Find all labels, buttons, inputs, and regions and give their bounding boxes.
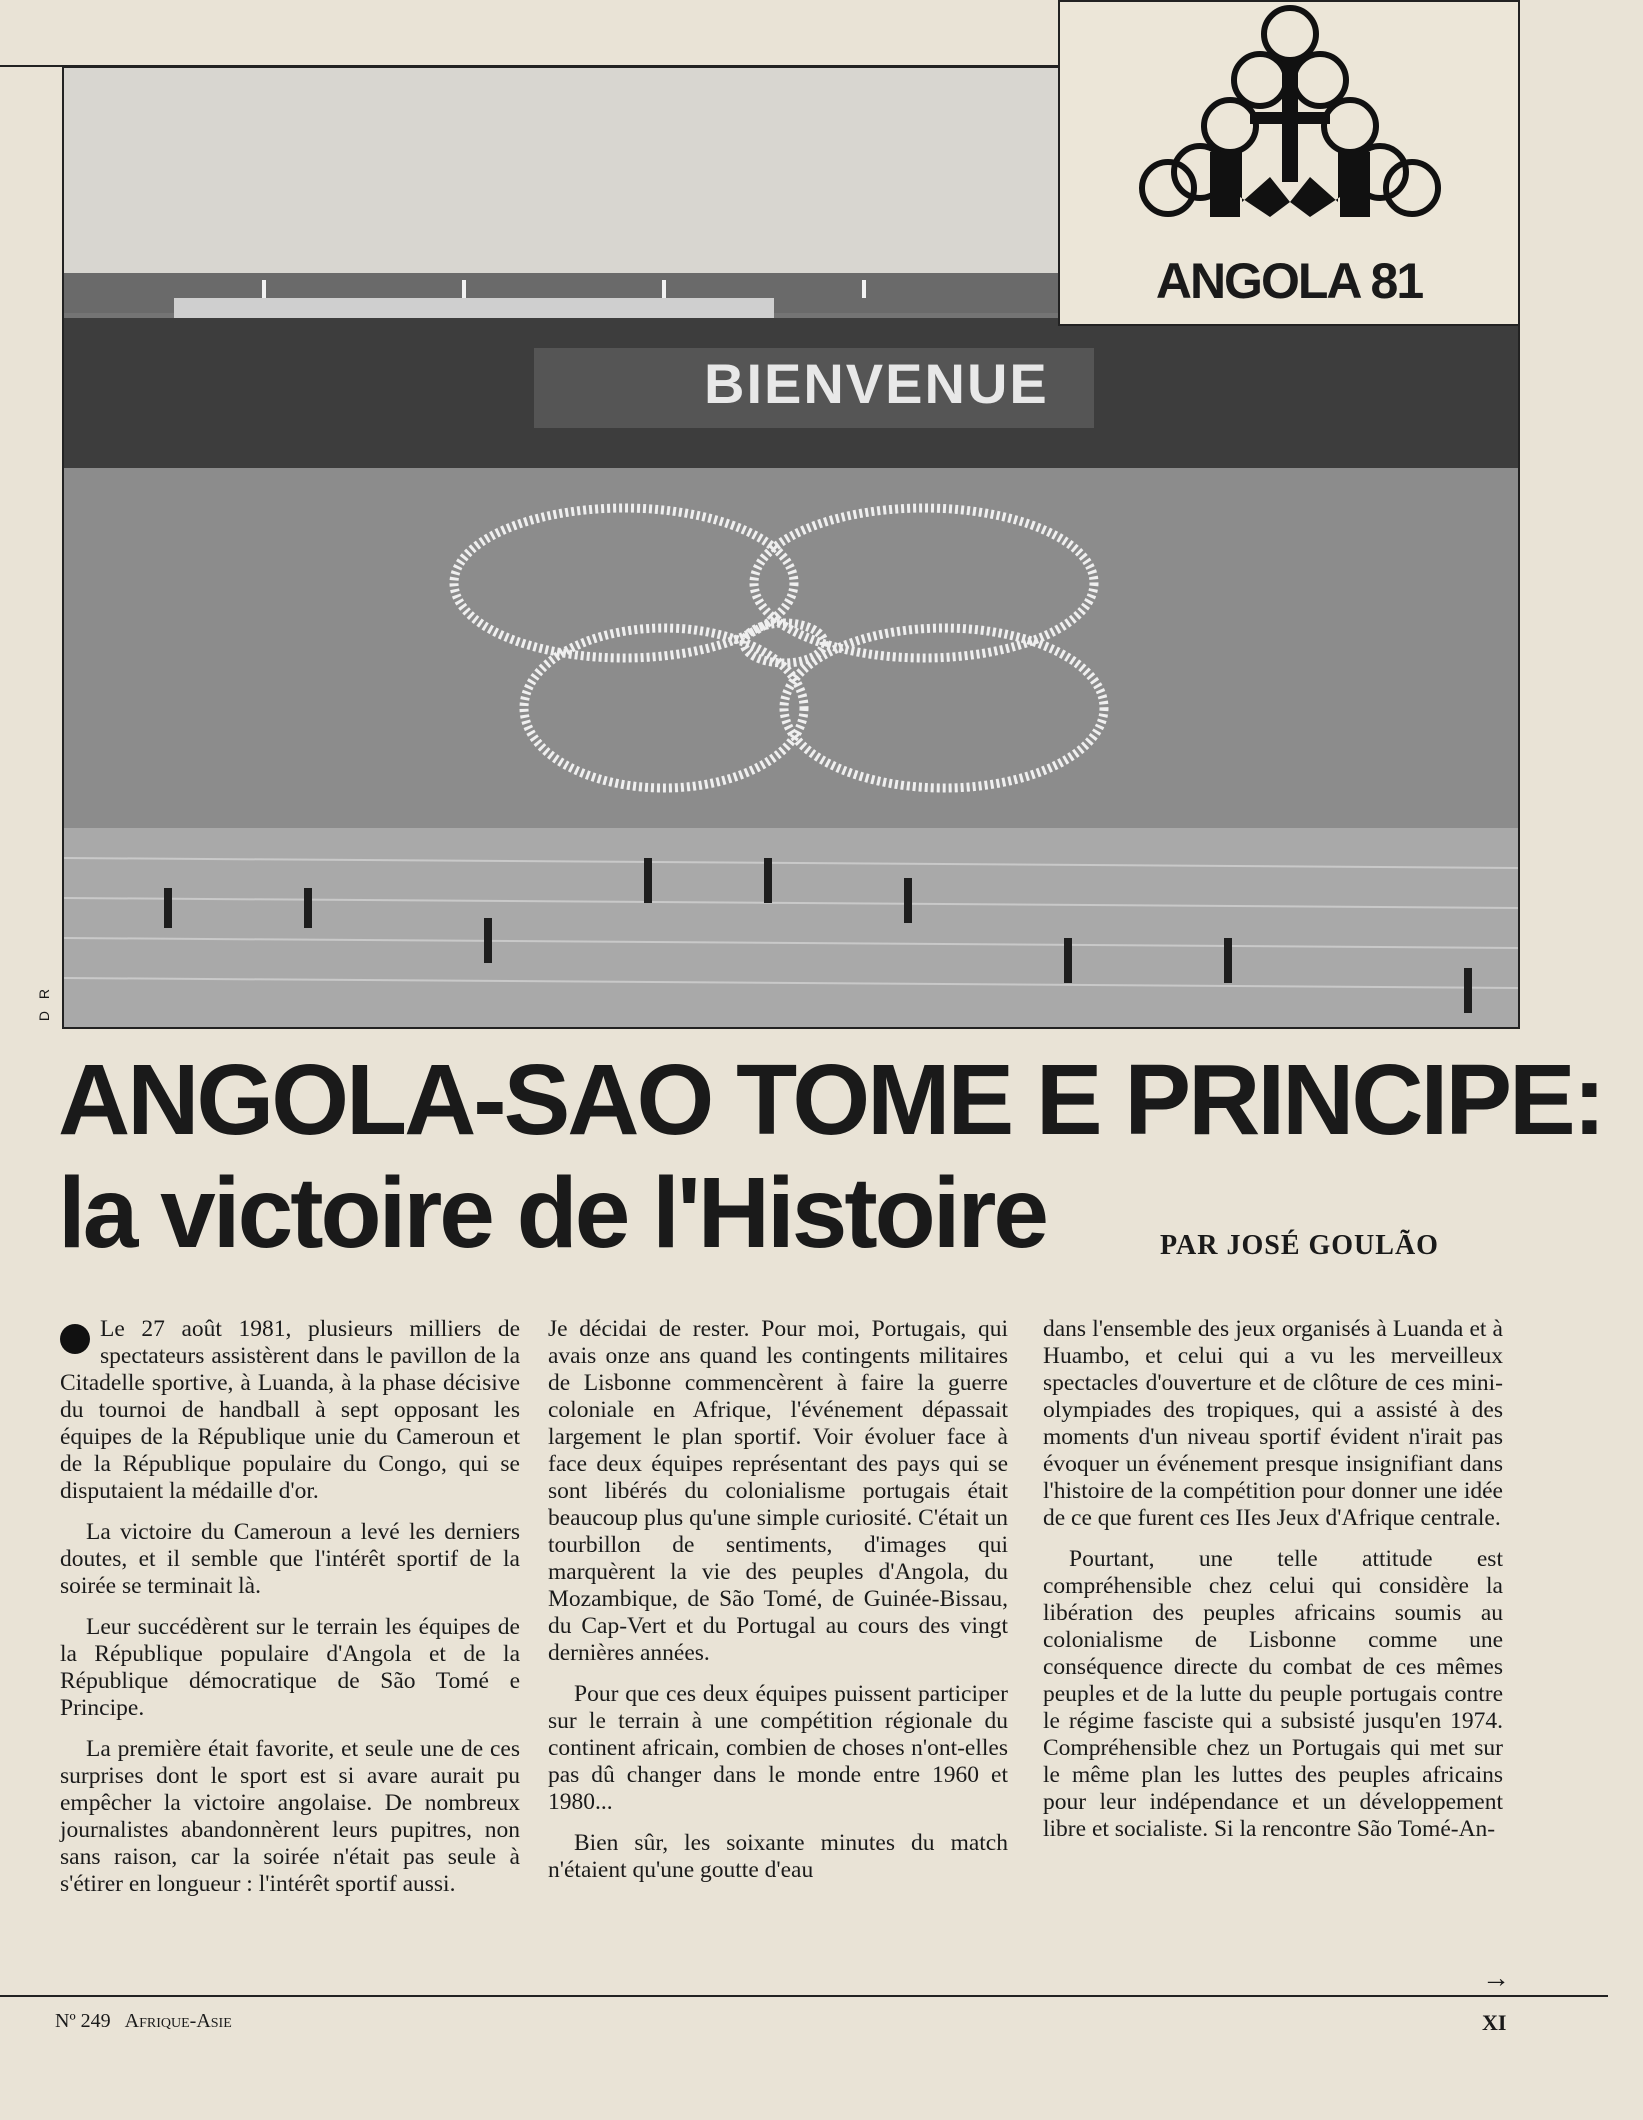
- byline: PAR JOSÉ GOULÃO: [1160, 1230, 1439, 1261]
- paragraph: Je décidai de rester. Pour moi, Portugais, qui avais onze ans quand les contingents militaires de Lisbonne commencèrent à faire la guerre coloniale en Afrique, l'événement dépassait largement le plan sportif. Voir évoluer face à face deux équipes représentant des pays qui se sont libérés du colonialisme portugais était beaucoup plus qu'une simple curiosité. C'était un tourbillon de sentiments, d'images qui marquèrent la vie des peuples d'Angola, du Mozambique, de São Tomé, de Guinée-Bissau, du Cap-Vert et du Portugal au cours des vingt dernières années.: [548, 1316, 1008, 1666]
- photo-credit: D R: [36, 985, 52, 1022]
- magazine-name: Afrique-Asie: [124, 2010, 232, 2032]
- paragraph: Leur succédèrent sur le terrain les équipes de la République populaire d'Angola et de la République démocratique de São Tomé e Principe.: [60, 1614, 520, 1721]
- paragraph: dans l'ensemble des jeux organisés à Luanda et à Huambo, et celui qui a vu les merveilleux spectacles d'ouverture et de clôture de ces mini-olympiades des tropiques, qui a assisté à des moments d'un niveau sportif évident n'irait pas évoquer un événement presque insignifiant dans l'histoire de la compétition pour donner une idée de ce que furent ces IIes Jeux d'Afrique centrale.: [1043, 1316, 1503, 1531]
- page-number: XI: [1482, 2010, 1507, 2035]
- footer-rule: [0, 1995, 1608, 1997]
- paragraph: Bien sûr, les soixante minutes du match n'étaient qu'une goutte d'eau: [548, 1830, 1008, 1883]
- paragraph: [60, 1316, 520, 1505]
- stand-banner-text: BIENVENUE: [704, 352, 1049, 415]
- paragraph-text: Le 27 août 1981, plusieurs milliers de spectateurs assistèrent dans le pavillon de la Citadelle sportive, à Luanda, à la phase décisive du tournoi de handball à sept opposant les équipes de la République unie du Cameroun et de la République populaire du Congo, qui se disputaient la médaille d'or.: [60, 1316, 520, 1504]
- article-column-3: [1043, 1316, 1503, 1857]
- angola-81-logo-box: [1058, 0, 1520, 326]
- subheadline: la victoire de l'Histoire: [58, 1157, 1047, 1269]
- article-column-2: [548, 1316, 1008, 1898]
- paragraph: La victoire du Cameroun a levé les derniers doutes, et il semble que l'intérêt sportif de la soirée se terminait là.: [60, 1519, 520, 1599]
- paragraph: La première était favorite, et seule une de ces surprises dont le sport est si avare aurait pu empêcher la victoire angolaise. De nombreux journalistes abandonnèrent leurs pupitres, non sans raison, car la soirée n'était pas seule à s'étirer en longueur : l'intérêt sportif aussi.: [60, 1736, 520, 1897]
- footer-issue-info: [55, 2010, 232, 2033]
- games-logo-icon: [1060, 2, 1522, 242]
- paragraph: Pourtant, une telle attitude est compréhensible chez celui qui considère la libération des peuples africains soumis au colonialisme de Lisbonne comme une conséquence directe du combat de ces mêmes peuples et de la lutte du peuple portugais contre le régime fasciste qui a subsisté jusqu'en 1974. Compréhensible chez un Portugais qui met sur le même plan les luttes des peuples africains pour leur indépendance et un développement libre et socialiste. Si la rencontre São Tomé-An-: [1043, 1546, 1503, 1842]
- article-column-1: [60, 1316, 520, 1912]
- paragraph: Pour que ces deux équipes puissent participer sur le terrain à une compétition régionale du continent africain, combien de choses n'ont-elles pas dû changer dans le monde entre 1960 et 1980...: [548, 1681, 1008, 1815]
- logo-caption: ANGOLA 81: [1155, 253, 1423, 309]
- headline: ANGOLA-SAO TOME E PRINCIPE:: [58, 1044, 1604, 1156]
- continued-arrow-icon: →: [1482, 1963, 1510, 1994]
- lead-bullet-icon: [60, 1324, 90, 1354]
- issue-number: Nº 249: [55, 2010, 111, 2032]
